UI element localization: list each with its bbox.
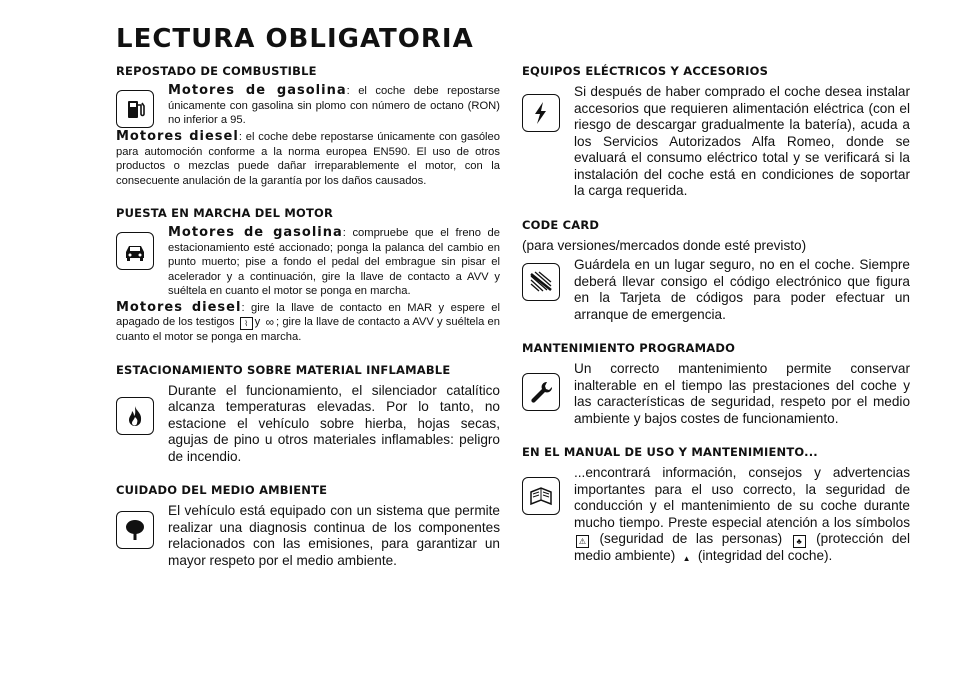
environment-section [116,483,500,569]
codecard-subtitle: (para versiones/mercados donde esté previsto) [522,237,807,253]
refuel-gas-body: : el coche debe repostarse únicamente con gasolina sin plomo con número de octano (RON) no inferior a 95. [168,85,500,126]
parking-text: Durante el funcionamiento, el silenciador catalítico alcanza temperaturas elevadas. Por lo tanto, no estacione el vehículo sobre hierba, hojas secas, agujas de pino u otros materiales inflamables: peligro de incendio. [168,382,500,464]
manual-text-1: ...encontrará información, consejos y advertencias importantes para el uso correcto, la seguridad de conducción y el mantenimiento de su coche durante mucho tiempo. Preste especial atención a los símbolos [574,465,910,530]
glow-plug-icon: ⌇ [240,317,253,330]
book-icon [522,477,560,515]
maintenance-section [522,341,910,427]
environment-text: El vehículo está equipado con un sistema que permite realizar una diagnosis continua de los componentes relacionados con las emisiones, para garantizar un mayor respeto por el medio ambiente. [168,503,500,568]
refuel-gas-lead: Motores de gasolina [168,83,347,98]
parking-section [116,363,500,466]
manual-text [574,465,910,565]
warning-car-icon: ▲ [682,554,691,563]
manual-text-3: (protección del medio ambiente) [574,531,911,563]
refuel-section [116,64,500,188]
fire-icon [116,397,154,435]
electric-title: EQUIPOS ELÉCTRICOS Y ACCESORIOS [522,64,769,78]
manual-text-4: (integridad del coche). [697,548,833,563]
wrench-icon [522,373,560,411]
start-title: PUESTA EN MARCHA DEL MOTOR [116,206,334,220]
refuel-diesel-lead: Motores diesel [116,129,239,144]
page-title: LECTURA OBLIGATORIA [116,24,474,54]
codecard-title: CODE CARD [522,217,600,232]
lightning-icon [522,94,560,132]
left-column [116,64,500,569]
refuel-title: REPOSTADO DE COMBUSTIBLE [116,64,317,78]
refuel-gas-text [168,84,500,128]
start-section [116,206,500,345]
codecard-section [522,218,910,324]
fuel-pump-icon [116,90,154,128]
card-icon [522,263,560,301]
environment-title: CUIDADO DEL MEDIO AMBIENTE [116,483,328,497]
parking-title: ESTACIONAMIENTO SOBRE MATERIAL INFLAMABLE [116,362,451,377]
manual-title: EN EL MANUAL DE USO Y MANTENIMIENTO... [522,445,818,459]
start-diesel-body-1: : gire la llave de contacto en MAR y espere el apagado de los testigos [116,301,500,328]
preheat-icon: ∞ [265,315,275,329]
refuel-diesel-body: : el coche debe repostarse únicamente con gasóleo para automoción conforme a la norma europea EN590. El uso de otros productos o mezclas puede dañar irreparablemente el motor, con la consecuente anulación de la garantía por los daños causados. [116,131,500,187]
start-diesel-text [116,301,500,345]
maintenance-text: Un correcto mantenimiento permite conservar inalterable en el tiempo las prestaciones del coche y las características de seguridad, respeto por el medio ambiente y bajos costes de funcionamiento. [574,361,910,426]
car-icon [116,232,154,270]
manual-section [522,445,910,565]
right-column [522,64,910,565]
electric-text: Si después de haber comprado el coche desea instalar accesorios que requieren alimentación eléctrica (con el riesgo de descargar gradualmente la batería), acuda a los Servicios Autorizados Alfa Romeo, donde se evaluará el consumo eléctrico total y se verificará si la instalación del coche está en condiciones de soportar la carga requerida. [574,84,910,198]
tree-icon [116,511,154,549]
start-diesel-body-3: ; gire la llave de contacto a AVV y suéltela en cuanto el motor se ponga en marcha. [116,316,501,343]
maintenance-title: MANTENIMIENTO PROGRAMADO [522,341,736,355]
start-gas-lead: Motores de gasolina [168,225,343,240]
warning-person-icon: ⚠ [576,535,589,548]
start-diesel-body-2: y [254,316,261,328]
codecard-text: Guárdela en un lugar seguro, no en el coche. Siempre deberá llevar consigo el código electrónico que figura en la Tarjeta de códigos para poder efectuar un arranque de emergencia. [574,257,910,322]
electric-section [522,64,910,200]
manual-text-2: (seguridad de las personas) [599,531,783,546]
start-gas-body: : compruebe que el freno de estacionamiento esté accionado; ponga la palanca del cambio en punto muerto; pise a fondo el pedal del embrague sin pisar el acelerador y a continuación, gire la llave de contacto a AVV y suéltela en cuanto el motor se ponga en marcha. [168,227,501,297]
start-gas-text [168,226,500,299]
start-diesel-lead: Motores diesel [116,299,242,315]
refuel-diesel-text [116,130,500,188]
warning-environment-icon: ♣ [793,535,806,548]
